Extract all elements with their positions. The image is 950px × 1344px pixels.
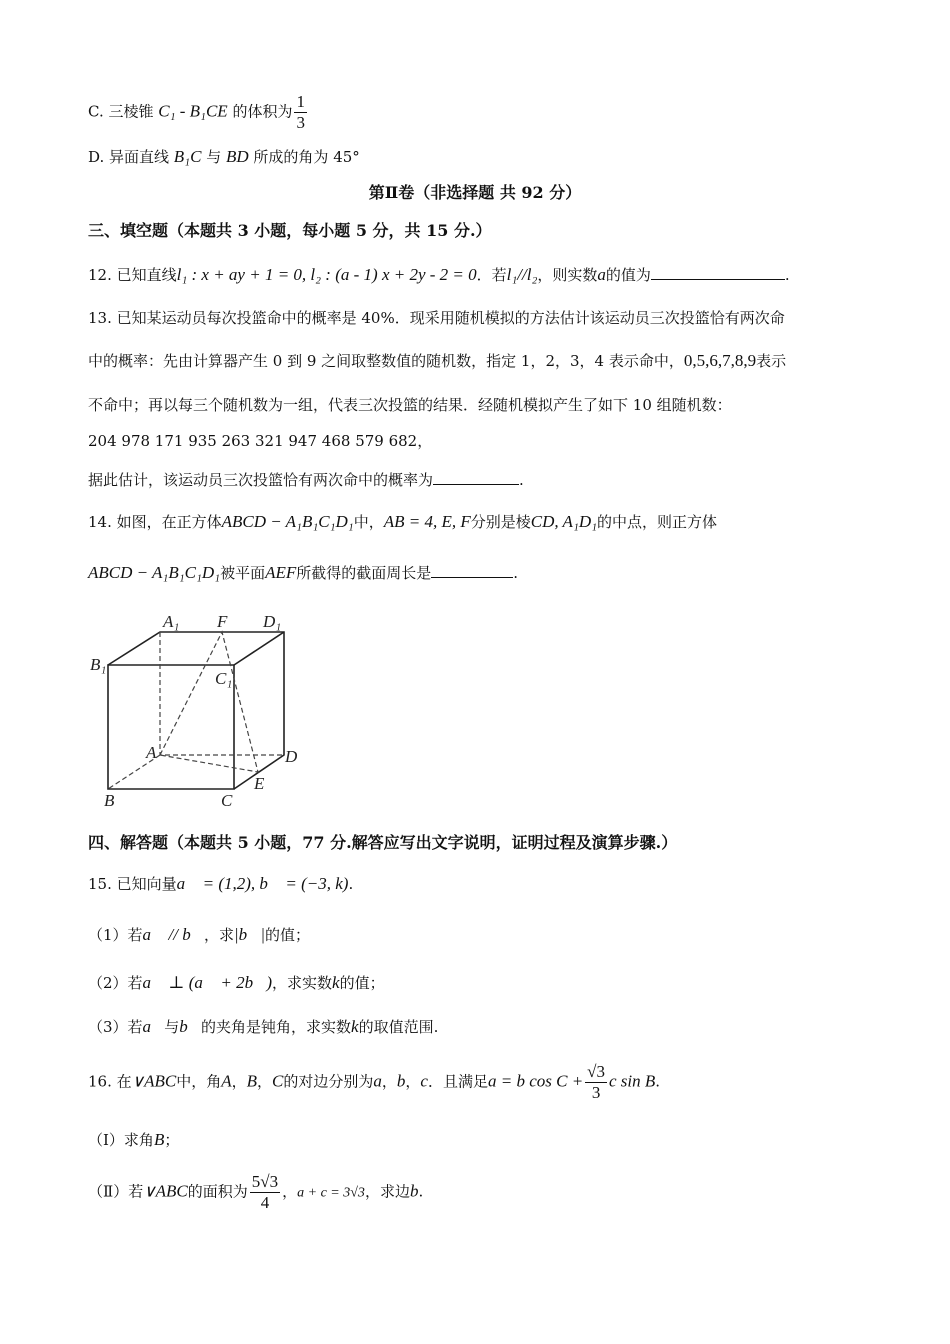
question-16 bbox=[88, 1062, 660, 1103]
answer-blank[interactable] bbox=[433, 470, 519, 485]
text: . bbox=[513, 564, 519, 582]
q16-part2 bbox=[88, 1172, 423, 1213]
text: ， bbox=[381, 1072, 397, 1091]
math: a⃗ = (1,2), b⃗ = (−3, k) bbox=[176, 874, 349, 893]
option-d bbox=[88, 147, 360, 167]
math: a bbox=[373, 1071, 382, 1091]
text: 所成的角为 45° bbox=[248, 148, 360, 166]
label-a: A bbox=[146, 743, 157, 762]
denominator: 3 bbox=[591, 1083, 601, 1102]
numerator: √3 bbox=[587, 1062, 606, 1081]
text: 中的概率：先由计算器产生 0 到 9 之间取整数值的随机数，指定 1，2，3，4 表示命中， bbox=[88, 352, 684, 370]
fraction bbox=[250, 1172, 280, 1213]
cube-figure bbox=[88, 608, 328, 818]
text: 14. 如图，在正方体 bbox=[88, 513, 222, 531]
q13-line5 bbox=[88, 470, 524, 490]
text: ．若 bbox=[476, 266, 507, 284]
label-d1: D₁ bbox=[263, 612, 282, 631]
text: 的体积为 bbox=[227, 102, 293, 121]
text: . bbox=[519, 471, 524, 489]
q13-line2 bbox=[88, 351, 786, 371]
label-e: E bbox=[254, 774, 265, 793]
math: ∨ABC bbox=[131, 1071, 177, 1091]
text: 与 bbox=[201, 148, 226, 166]
question-15 bbox=[88, 874, 353, 894]
math: AEF bbox=[265, 563, 297, 582]
label-b1: B₁ bbox=[90, 655, 107, 674]
text: ，则实数 bbox=[537, 266, 598, 284]
q13-line1: 13. 已知某运动员每次投篮命中的概率是 40%．现采用随机模拟的方法估计该运动员三次投篮恰有两次命 bbox=[88, 309, 785, 327]
text: 的中点，则正方体 bbox=[597, 513, 718, 531]
fraction bbox=[585, 1062, 607, 1103]
q15-part3 bbox=[88, 1017, 438, 1037]
label-f: F bbox=[217, 612, 228, 631]
text: ， bbox=[257, 1072, 273, 1091]
text: 被平面 bbox=[220, 564, 266, 582]
q13-line4: 204 978 171 935 263 321 947 468 579 682， bbox=[88, 432, 433, 450]
text: 的取值范围. bbox=[358, 1018, 439, 1036]
text: 与 bbox=[164, 1018, 180, 1036]
text: ，求 bbox=[203, 926, 234, 944]
math: b bbox=[409, 1181, 419, 1201]
math: a bbox=[597, 265, 606, 284]
text: （1）若 bbox=[88, 926, 143, 944]
q14-line1 bbox=[88, 512, 717, 532]
text: 15. 已知向量 bbox=[88, 875, 177, 893]
math: k bbox=[332, 973, 340, 992]
text: ， bbox=[231, 1072, 247, 1091]
option-c bbox=[88, 92, 309, 133]
text: 的夹角是钝角，求实数 bbox=[201, 1018, 352, 1036]
math: AB = 4, E, F bbox=[383, 512, 471, 531]
math: c bbox=[420, 1071, 428, 1091]
math: b⃗ bbox=[179, 1017, 202, 1036]
text: ，求边 bbox=[364, 1182, 410, 1201]
math: ABCD − A₁B₁C₁D₁ bbox=[221, 512, 354, 531]
text: 中，角 bbox=[176, 1072, 222, 1091]
math: l₁ : x + ay + 1 = 0, l₂ : (a - 1) x + 2y - 2 = 0 bbox=[176, 265, 477, 284]
text: （2）若 bbox=[88, 974, 143, 992]
part-title: 第Ⅱ卷（非选择题 共 92 分） bbox=[368, 183, 582, 202]
math: 0,5,6,7,8,9 bbox=[683, 351, 757, 370]
math: c sin B bbox=[609, 1071, 656, 1091]
text: 的值； bbox=[339, 974, 385, 992]
cube-solid-edges bbox=[108, 632, 284, 789]
section-4-title: 四、解答题（本题共 5 小题，77 分.解答应写出文字说明，证明过程及演算步骤.） bbox=[88, 833, 678, 852]
text: 据此估计，该运动员三次投篮恰有两次命中的概率为 bbox=[88, 471, 434, 489]
denominator: 3 bbox=[296, 113, 305, 132]
denominator: 4 bbox=[260, 1193, 270, 1212]
math: B bbox=[153, 1130, 165, 1149]
question-12 bbox=[88, 265, 790, 285]
q16-part1 bbox=[88, 1130, 179, 1150]
math: CD, A₁D₁ bbox=[530, 512, 598, 531]
math: b bbox=[396, 1071, 406, 1091]
q14-line2 bbox=[88, 563, 518, 583]
answer-blank[interactable] bbox=[431, 563, 513, 578]
text: ．且满足 bbox=[427, 1072, 488, 1091]
answer-blank[interactable] bbox=[651, 265, 785, 280]
math: l₁//l₂ bbox=[506, 265, 538, 284]
text: . bbox=[348, 875, 354, 893]
math: k bbox=[351, 1017, 359, 1036]
text: 的值； bbox=[265, 926, 311, 944]
math: a⃗ ⊥ (a⃗ + 2b⃗) bbox=[142, 973, 272, 992]
text: 表示 bbox=[756, 352, 787, 370]
text: ， bbox=[282, 1182, 298, 1201]
text: 12. 已知直线 bbox=[88, 266, 177, 284]
text: . bbox=[418, 1182, 424, 1201]
text: 中， bbox=[353, 513, 384, 531]
numerator: 5√3 bbox=[251, 1172, 279, 1191]
q15-part1 bbox=[88, 925, 310, 945]
math: ABCD − A₁B₁C₁D₁ bbox=[88, 563, 221, 582]
text: （Ⅰ）求角 bbox=[88, 1131, 154, 1149]
text: 的对边分别为 bbox=[283, 1072, 374, 1091]
label-c: C bbox=[221, 791, 233, 810]
math: a⃗ // b⃗ bbox=[142, 925, 204, 944]
math: a⃗ bbox=[142, 1017, 165, 1036]
text: 16. 在 bbox=[88, 1072, 132, 1091]
math: BD bbox=[225, 147, 249, 166]
text: C. 三棱锥 bbox=[88, 102, 159, 121]
math: B bbox=[246, 1071, 257, 1091]
numerator: 1 bbox=[296, 92, 305, 111]
text: ， bbox=[405, 1072, 421, 1091]
text: . bbox=[784, 266, 790, 284]
math: a = b cos C + bbox=[487, 1071, 584, 1091]
math: |b⃗| bbox=[233, 925, 266, 944]
fraction bbox=[294, 92, 307, 133]
text: D. 异面直线 bbox=[88, 148, 174, 166]
q15-part2 bbox=[88, 973, 385, 993]
label-c1: C₁ bbox=[215, 669, 233, 688]
text: 的值为 bbox=[605, 266, 651, 284]
q13-line3: 不命中；再以每三个随机数为一组，代表三次投篮的结果．经随机模拟产生了如下 10 组随机数： bbox=[88, 396, 732, 414]
text: 所截得的截面周长是 bbox=[296, 564, 432, 582]
math: C bbox=[272, 1071, 284, 1091]
label-b: B bbox=[104, 791, 115, 810]
math: ∨ABC bbox=[143, 1181, 188, 1201]
text: . bbox=[655, 1072, 661, 1091]
math: A bbox=[221, 1071, 232, 1091]
text: 的面积为 bbox=[187, 1182, 248, 1201]
text: （3）若 bbox=[88, 1018, 143, 1036]
text: 分别是棱 bbox=[470, 513, 531, 531]
math: a + c = 3√3 bbox=[297, 1185, 365, 1201]
cube-hidden-edges bbox=[108, 632, 284, 789]
math: C₁ - B₁CE bbox=[158, 101, 228, 121]
text: ； bbox=[164, 1131, 180, 1149]
text: （Ⅱ）若 bbox=[88, 1182, 144, 1201]
label-d: D bbox=[285, 747, 298, 766]
label-a1: A₁ bbox=[163, 612, 180, 631]
math: B₁C bbox=[173, 147, 202, 166]
section-3-title: 三、填空题（本题共 3 小题，每小题 5 分，共 15 分.） bbox=[88, 221, 492, 240]
text: ，求实数 bbox=[272, 974, 333, 992]
